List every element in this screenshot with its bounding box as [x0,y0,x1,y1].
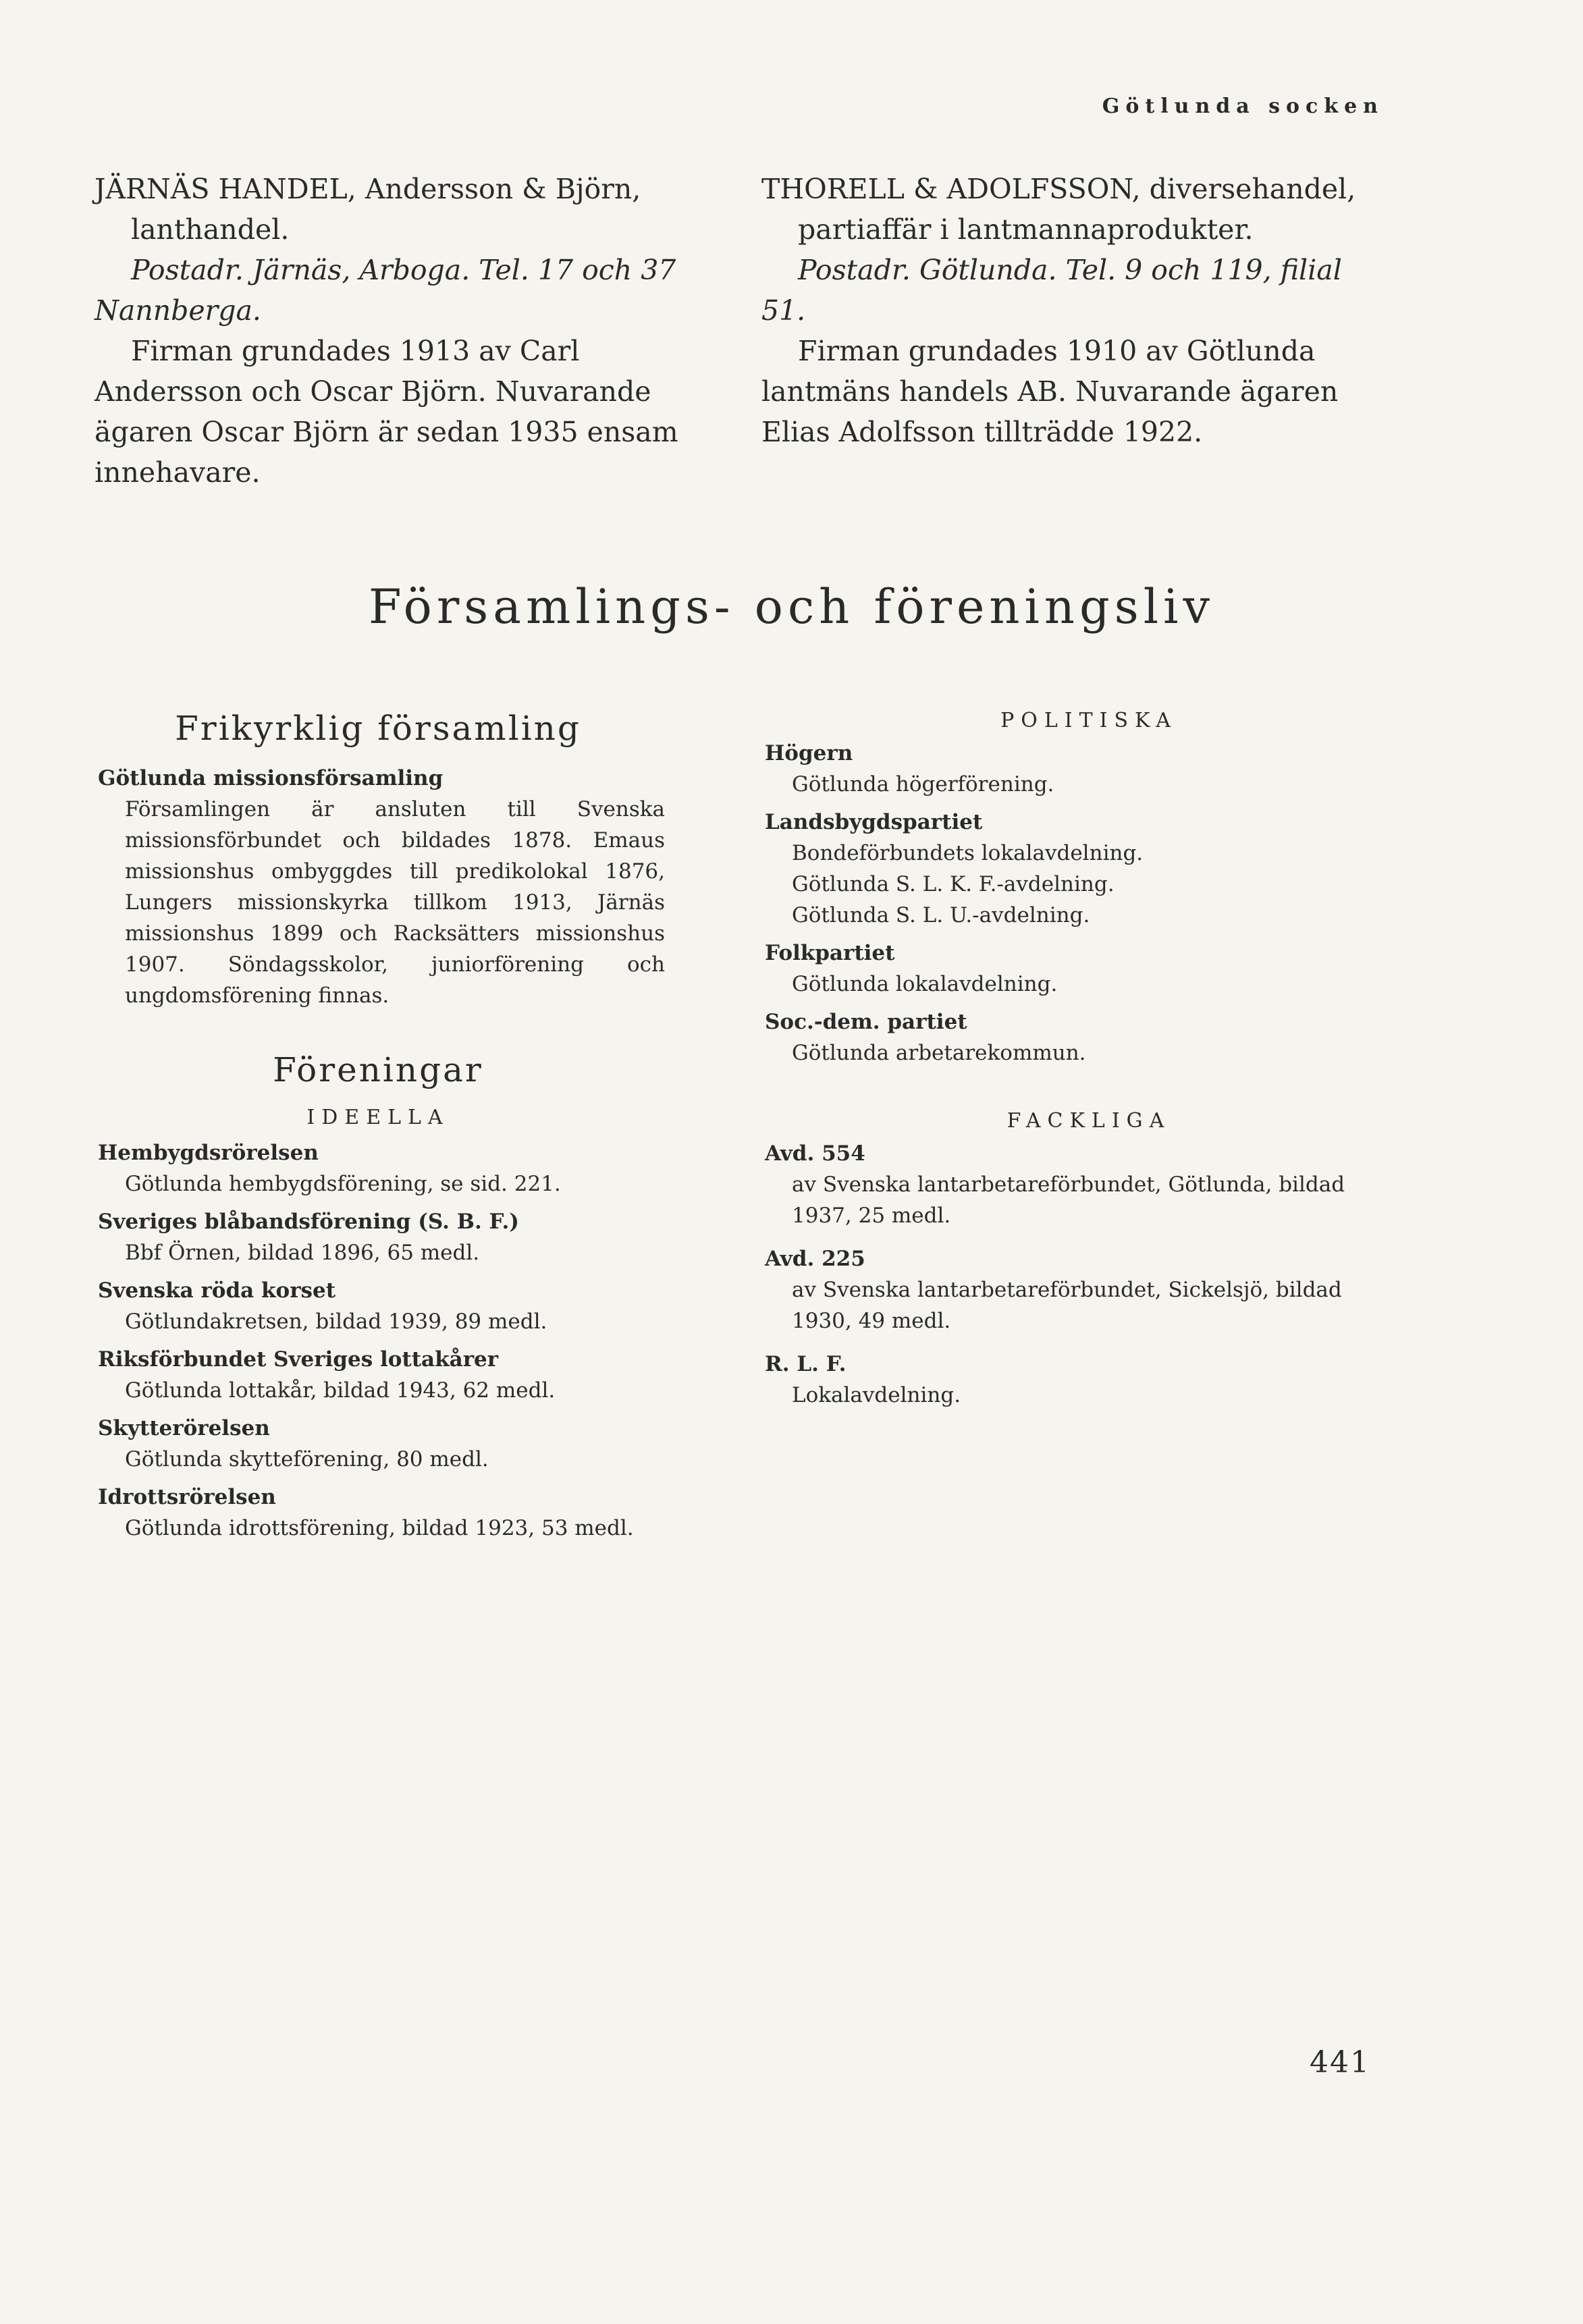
business-text: Firman grundades 1913 av Carl Andersson och Oscar Björn. Nuvarande ägaren Oscar Björn är sedan 1935 ensam innehavare. [95,335,678,489]
list-item [765,1006,1386,1069]
entry-heading: Idrottsrörelsen [98,1485,276,1509]
ideella-list [98,1137,705,1544]
business-title: THORELL & ADOLFSSON, diversehandel, partiaffär i lantmannaprodukter. [761,173,1356,246]
entry-text: Götlunda högerförening. [792,772,1054,796]
list-item [765,938,1386,1000]
list-item [98,1413,705,1475]
list-item [765,738,1386,800]
entry-heading: Riksförbundet Sveriges lottakårer [98,1347,499,1372]
list-item [98,1482,705,1544]
entry-text: Församlingen är ansluten till Svenska missionsförbundet och bildades 1878. Emaus missionshus ombyggdes till predikolokal 1876, Lungers missionskyrka tillkom 1913, Järnäs missionshus 1899 och Racksätters missionshus 1907. Söndagsskolor, juniorförening och ungdomsförening finnas. [125,797,665,1008]
entry-heading: Svenska röda korset [98,1278,336,1303]
list-item [765,1243,1386,1336]
politiska-title: POLITISKA [1000,709,1177,732]
entry-heading: Götlunda missionsförsamling [98,766,444,790]
page-number: 441 [1310,2045,1370,2080]
entry-heading: Folkpartiet [765,941,895,965]
list-item [765,1349,1386,1411]
entry-text: Götlunda hembygdsförening, se sid. 221. [125,1172,561,1196]
entry-text: Götlunda lottakår, bildad 1943, 62 medl. [125,1378,556,1403]
list-item [98,1206,705,1268]
fackliga-list [765,1138,1386,1411]
section-title: Församlings- och föreningsliv [368,579,1215,634]
entry-heading: Hembygdsrörelsen [98,1141,319,1165]
business-address: Postadr. Götlunda. Tel. 9 och 119, filial 51. [761,254,1342,327]
entry-heading: R. L. F. [765,1352,847,1376]
entry-text: Götlunda lokalavdelning. [792,972,1058,996]
business-address: Postadr. Järnäs, Arboga. Tel. 17 och 37 Nannberga. [95,254,676,327]
top-left-entry [95,169,716,493]
entry-text: Götlunda S. L. K. F.-avdelning. [792,872,1115,896]
entry-heading: Soc.-dem. partiet [765,1010,967,1034]
entry-text: Götlunda skytteförening, 80 medl. [125,1447,489,1471]
list-item [98,1137,705,1199]
entry-text: av Svenska lantarbetareförbundet, Götlunda, bildad 1937, 25 medl. [792,1172,1345,1228]
entry-text: Bondeförbundets lokalavdelning. [792,841,1144,865]
list-item [765,1138,1386,1231]
foreningar-title: Föreningar [273,1050,483,1089]
list-item [98,1344,705,1406]
frikyrklig-title: Frikyrklig församling [175,709,581,748]
list-item [765,807,1386,931]
left-lower-column [98,709,705,1550]
ideella-title: IDEELLA [306,1106,450,1129]
entry-heading: Avd. 225 [765,1247,865,1271]
entry-text: Lokalavdelning. [792,1383,961,1407]
entry-text: Götlunda idrottsförening, bildad 1923, 53 medl. [125,1516,634,1540]
entry-heading: Sveriges blåbandsförening (S. B. F.) [98,1210,519,1234]
fackliga-title: FACKLIGA [1007,1109,1171,1133]
entry-heading: Högern [765,741,853,765]
entry-heading: Landsbygdspartiet [765,810,983,834]
running-head: Götlunda socken [1102,94,1384,118]
politiska-list [765,738,1386,1069]
list-item [98,1275,705,1337]
entry-heading: Avd. 554 [765,1141,865,1166]
business-title: JÄRNÄS HANDEL, Andersson & Björn, lanthandel. [95,173,641,246]
entry-text: Götlunda S. L. U.-avdelning. [792,903,1090,927]
business-text: Firman grundades 1910 av Götlunda lantmäns handels AB. Nuvarande ägaren Elias Adolfsson tillträdde 1922. [761,335,1339,448]
entry-text: av Svenska lantarbetareförbundet, Sickelsjö, bildad 1930, 49 medl. [792,1278,1342,1333]
entry-text: Bbf Örnen, bildad 1896, 65 medl. [125,1241,480,1265]
entry-text: Götlunda arbetarekommun. [792,1041,1086,1065]
right-lower-column [765,709,1386,1417]
top-right-entry [761,169,1383,452]
entry-heading: Skytterörelsen [98,1416,270,1440]
entry-text: Götlundakretsen, bildad 1939, 89 medl. [125,1309,547,1334]
